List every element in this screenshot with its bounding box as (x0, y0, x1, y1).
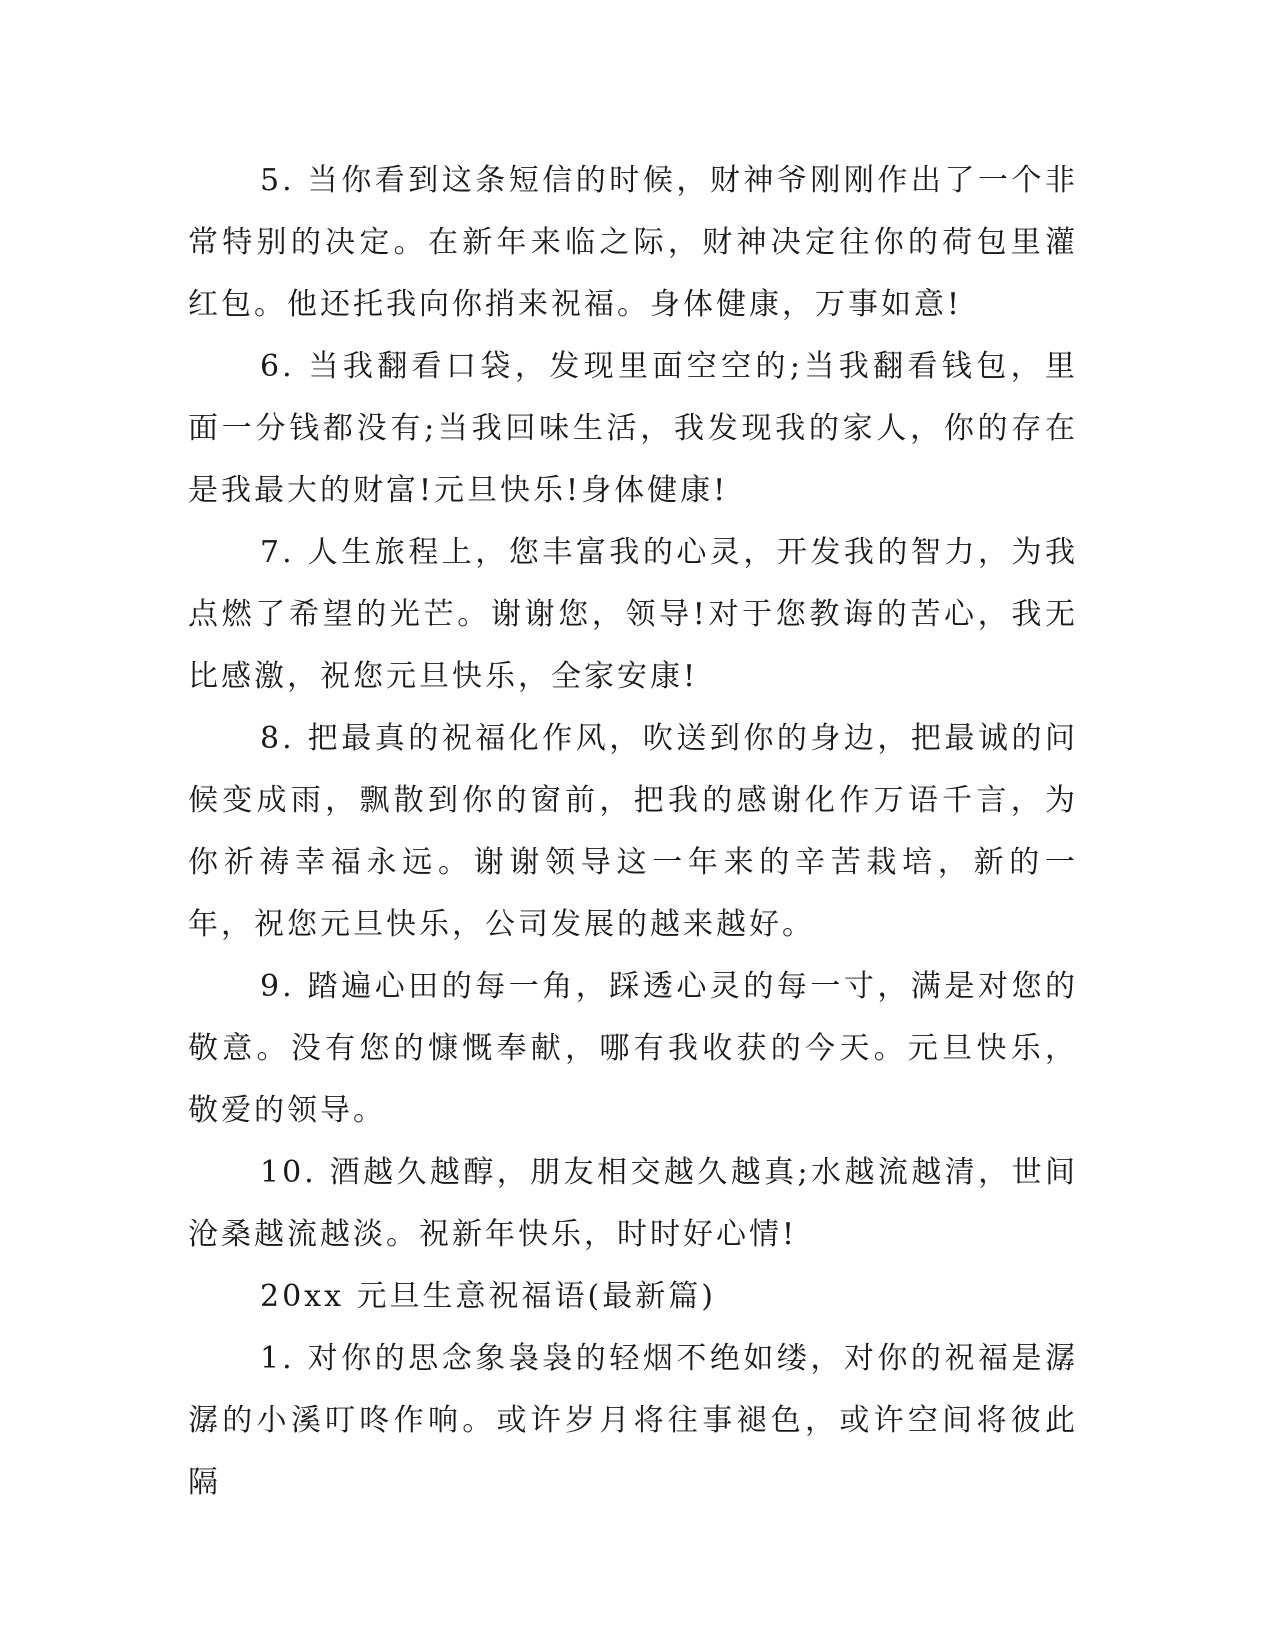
paragraph-6: 6. 当我翻看口袋，发现里面空空的;当我翻看钱包，里面一分钱都没有;当我回味生活，我发现我的家人，你的存在是我最大的财富!元旦快乐!身体健康! (188, 349, 1078, 508)
paragraph-10: 10. 酒越久越醇，朋友相交越久越真;水越流越清，世间沧桑越流越淡。祝新年快乐，时时好心情! (188, 1155, 1078, 1252)
paragraph-8: 8. 把最真的祝福化作风，吹送到你的身边，把最诚的问候变成雨，飘散到你的窗前，把我的感谢化作万语千言，为你祈祷幸福永远。谢谢领导这一年来的辛苦栽培，新的一年，祝您元旦快乐，公司发展的越来越好。 (188, 721, 1078, 942)
section-heading: 20xx 元旦生意祝福语(最新篇) (260, 1279, 716, 1314)
document-body (188, 150, 1078, 1514)
section-paragraph-1: 1. 对你的思念象袅袅的轻烟不绝如缕，对你的祝福是潺潺的小溪叮咚作响。或许岁月将往事褪色，或许空间将彼此隔 (188, 1341, 1078, 1500)
paragraph-5: 5. 当你看到这条短信的时候，财神爷刚刚作出了一个非常特别的决定。在新年来临之际，财神决定往你的荷包里灌红包。他还托我向你捎来祝福。身体健康，万事如意! (188, 163, 1078, 322)
paragraph-7: 7. 人生旅程上，您丰富我的心灵，开发我的智力，为我点燃了希望的光芒。谢谢您，领导!对于您教诲的苦心，我无比感激，祝您元旦快乐，全家安康! (188, 535, 1078, 694)
paragraph-9: 9. 踏遍心田的每一角，踩透心灵的每一寸，满是对您的敬意。没有您的慷慨奉献，哪有我收获的今天。元旦快乐，敬爱的领导。 (188, 969, 1078, 1128)
